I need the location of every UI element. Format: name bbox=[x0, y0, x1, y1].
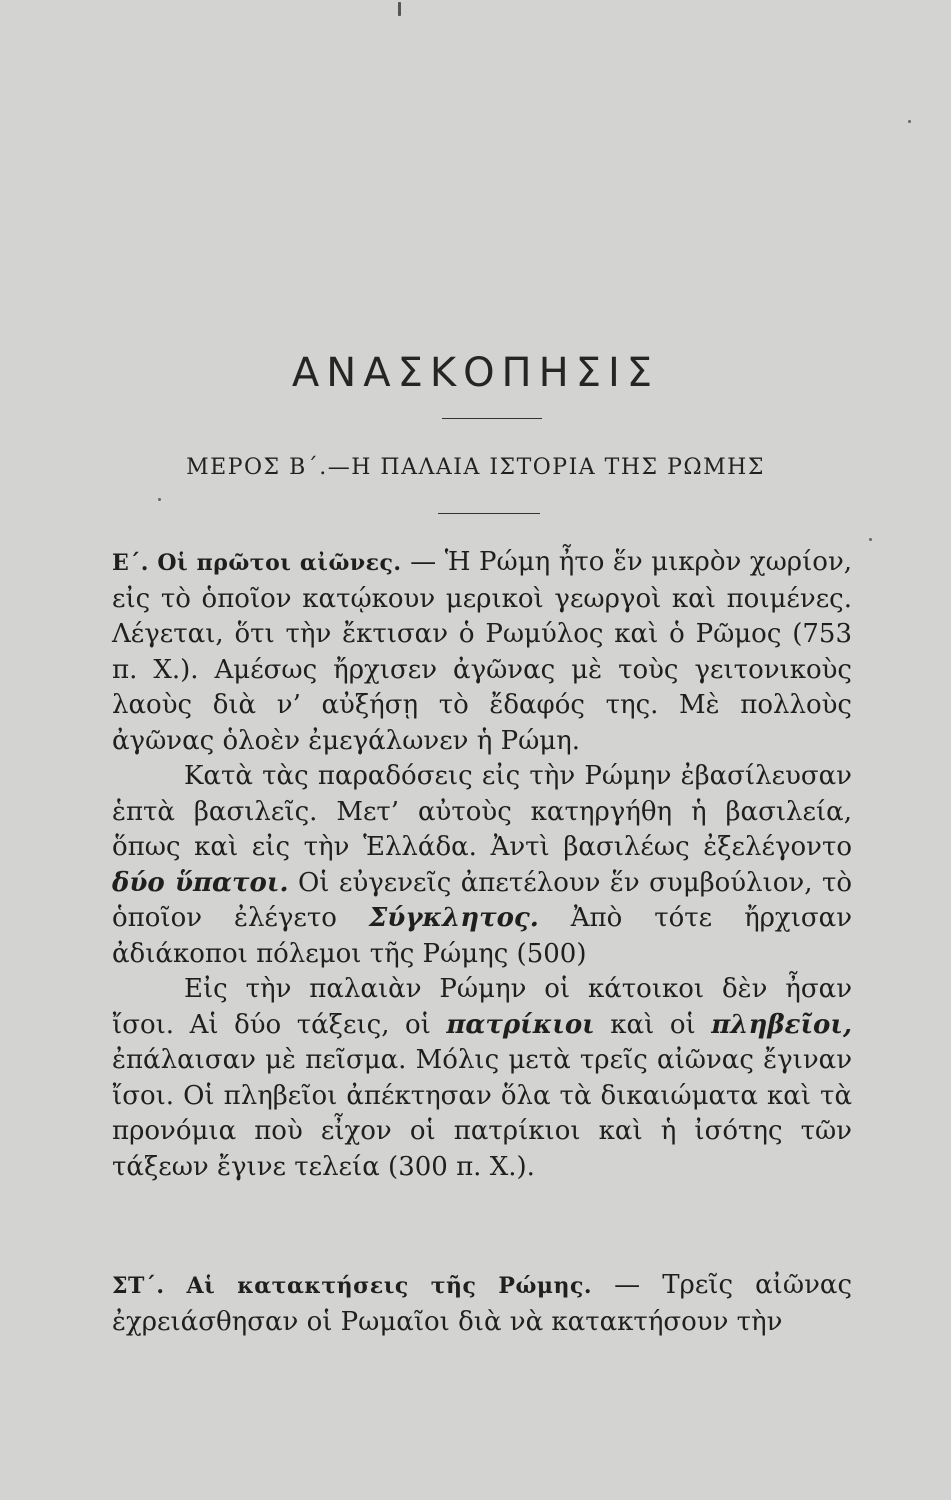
section-e-paragraph-1 bbox=[112, 545, 852, 759]
page-title: ΑΝΑΣΚΟΠΗΣΙΣ bbox=[291, 350, 660, 396]
section-st-text-1: — Τρεῖς αἰῶνας ἐχρειάσθησαν οἱ Ρωμαῖοι διὰ νὰ κατακτήσουν τὴν bbox=[112, 1270, 853, 1337]
section-e-text-3b: καὶ οἱ bbox=[594, 1009, 712, 1040]
section-e-text-3a: Εἰς τὴν παλαιὰν Ρώμην οἱ κάτοικοι δὲν ἦσαν ἴσοι. Αἱ δύο τάξεις, οἱ bbox=[112, 974, 852, 1040]
term-plebeioi: πληβεῖοι, bbox=[711, 1009, 852, 1040]
ink-speck bbox=[158, 498, 161, 501]
subtitle-divider bbox=[438, 513, 540, 514]
part-subtitle: ΜΕΡΟΣ Β΄.—Η ΠΑΛΑΙΑ ΙΣΤΟΡΙΑ ΤΗΣ ΡΩΜΗΣ bbox=[186, 455, 765, 480]
section-e-paragraph-3 bbox=[112, 972, 852, 1185]
section-e-paragraph-2 bbox=[112, 759, 852, 972]
scan-mark bbox=[398, 2, 401, 16]
term-synklitos: Σύγκλητος. bbox=[368, 903, 539, 933]
term-patrikioi: πατρίκιοι bbox=[446, 1009, 595, 1040]
section-st-heading: ΣΤ΄. Αἱ κατακτήσεις τῆς Ρώμης. bbox=[112, 1273, 593, 1299]
ink-speck bbox=[869, 538, 872, 541]
section-e-text-1: — Ἡ Ρώμη ἦτο ἕν μικρὸν χωρίον, εἰς τὸ ὁποῖον κατῴκουν μερικοὶ γεωργοὶ καὶ ποιμένες. Λέγεται, ὅτι τὴν ἔκτισαν ὁ Ρωμύλος καὶ ὁ Ρῶμος (753 π. Χ.). Αμέσως ἤρχισεν ἀγῶνας μὲ τοὺς γειτονικοὺς λαοὺς διὰ ν’ αὐξήσῃ τὸ ἔδαφός της. Μὲ πολλοὺς ἀγῶνας ὁλοὲν ἐμεγάλωνεν ἡ Ρώμη. bbox=[112, 547, 853, 756]
section-st-paragraph-1 bbox=[112, 1268, 852, 1340]
section-e-text-2c: Ἀπὸ τότε ἤρχισαν ἀδιάκοποι πόλεμοι τῆς Ρώμης (500) bbox=[112, 903, 852, 969]
title-divider bbox=[442, 418, 542, 419]
term-hypatoi: δύο ὕπατοι. bbox=[112, 867, 289, 898]
section-e-text-3c: ἐπάλαισαν μὲ πεῖσμα. Μόλις μετὰ τρεῖς αἰῶνας ἔγιναν ἴσοι. Οἱ πληβεῖοι ἀπέκτησαν ὅλα τὰ δικαιώματα καὶ τὰ προνόμια ποὺ εἶχον οἱ πατρίκιοι καὶ ἡ ἰσότης τῶν τάξεων ἔγινε τελεία (300 π. Χ.). bbox=[112, 1045, 852, 1182]
section-st bbox=[112, 1268, 852, 1340]
section-e-text-2a: Κατὰ τὰς παραδόσεις εἰς τὴν Ρώμην ἐβασίλευσαν ἑπτὰ βασιλεῖς. Μετ’ αὐτοὺς κατηργήθη ἡ βασιλεία, ὅπως καὶ εἰς τὴν Ἑλλάδα. Ἀντὶ βασιλέως ἐξελέγοντο bbox=[112, 761, 852, 862]
section-e-heading: Ε΄. Οἱ πρῶτοι αἰῶνες. bbox=[112, 550, 402, 576]
ink-speck bbox=[908, 120, 911, 123]
section-e bbox=[112, 545, 852, 1185]
section-e-text-2b: Οἱ εὐγενεῖς ἀπετέλουν ἕν συμβούλιον, τὸ ὁποῖον ἐλέγετο bbox=[112, 867, 852, 933]
